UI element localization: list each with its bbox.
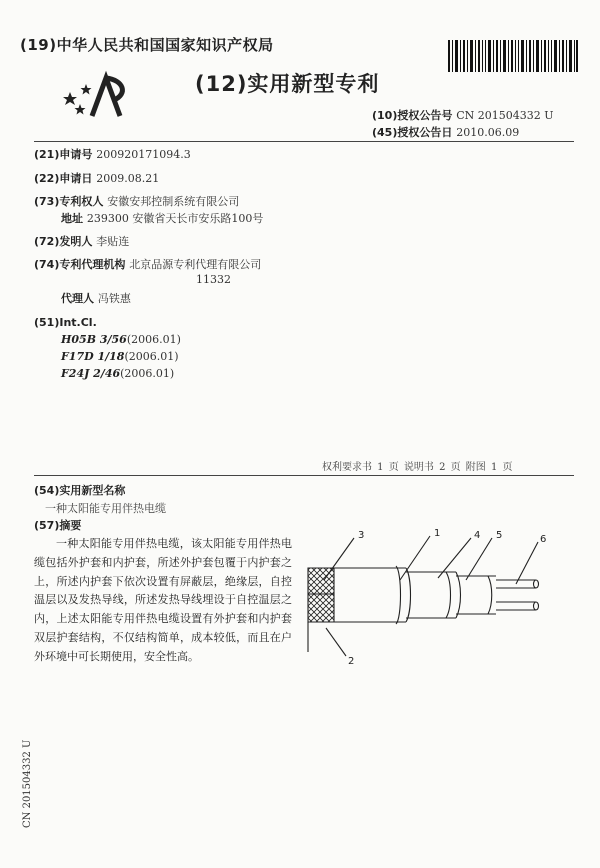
patent-agency-value: 北京品源专利代理有限公司 xyxy=(129,258,262,271)
patentee-label: (73)专利权人 xyxy=(34,195,104,208)
abstract-label: (57)摘要 xyxy=(34,519,82,532)
cable-structure-figure xyxy=(296,528,558,670)
ipc-label: (51)Int.Cl. xyxy=(34,316,97,329)
ipc-item: H05B 3/56(2006.01) xyxy=(61,333,181,346)
patent-agency-code: 11332 xyxy=(196,273,231,286)
address-label: 地址 xyxy=(61,212,83,225)
page-count-summary: 权利要求书 1 页 说明书 2 页 附图 1 页 xyxy=(322,462,513,473)
inventor-label: (72)发明人 xyxy=(34,235,93,248)
patentee xyxy=(34,193,239,209)
address xyxy=(61,210,263,226)
patent-agent-value: 冯铁惠 xyxy=(97,292,131,305)
publication-date-label: (45)授权公告日 xyxy=(372,126,453,139)
side-publication-number: CN 201504332 U xyxy=(22,739,33,828)
inventor-value: 李贴连 xyxy=(96,235,130,248)
utility-model-title: 一种太阳能专用伴热电缆 xyxy=(45,502,166,515)
publication-number-label: (10)授权公告号 xyxy=(372,109,453,122)
header-divider xyxy=(34,141,574,142)
document-type-title: (12)实用新型专利 xyxy=(195,72,380,96)
figure-label: 3 xyxy=(358,530,365,541)
abstract-text: 一种太阳能专用伴热电缆，该太阳能专用伴热电缆包括外护套和内护套，所述外护套包覆于内护套之上，所述内护套下依次设置有屏蔽层，绝缘层，自控温层以及发热导线，所述发热导线埋设于自控温层之内，上述太阳能专用伴热电缆设置有外护套和内护套双层护套结构，不仅结构简单，成本较低，而且在户外环境中可长期使用，安全性高。 xyxy=(34,537,292,663)
publication-date xyxy=(372,124,519,140)
figure-label: 4 xyxy=(474,530,481,541)
publication-number xyxy=(372,107,554,123)
barcode-image xyxy=(448,40,578,72)
patent-office-name: (19)中华人民共和国国家知识产权局 xyxy=(20,36,274,54)
figure-label: 6 xyxy=(540,534,547,545)
application-number-value: 200920171094.3 xyxy=(96,148,191,161)
application-number-label: (21)申请号 xyxy=(34,148,93,161)
patentee-value: 安徽安邦控制系统有限公司 xyxy=(107,195,240,208)
patent-agent-label: 代理人 xyxy=(61,292,94,305)
address-value: 239300 安徽省天长市安乐路100号 xyxy=(86,212,264,225)
publication-date-value: 2010.06.09 xyxy=(456,126,520,139)
figure-label: 1 xyxy=(434,528,441,539)
application-date-label: (22)申请日 xyxy=(34,172,93,185)
application-number xyxy=(34,146,191,162)
inventor xyxy=(34,233,129,249)
figure-label: 2 xyxy=(348,656,355,667)
application-date-value: 2009.08.21 xyxy=(96,172,160,185)
section-divider xyxy=(34,475,574,476)
cnipa-logo-icon xyxy=(62,70,134,120)
ipc-item: F24J 2/46(2006.01) xyxy=(61,367,175,380)
publication-number-value: CN 201504332 U xyxy=(456,109,554,122)
patent-agency xyxy=(34,256,261,272)
patent-agency-label: (74)专利代理机构 xyxy=(34,258,126,271)
ipc-item: F17D 1/18(2006.01) xyxy=(61,350,179,363)
patent-agent xyxy=(61,290,131,306)
application-date xyxy=(34,170,159,186)
figure-label: 5 xyxy=(496,530,503,541)
utility-model-title-label: (54)实用新型名称 xyxy=(34,484,126,497)
